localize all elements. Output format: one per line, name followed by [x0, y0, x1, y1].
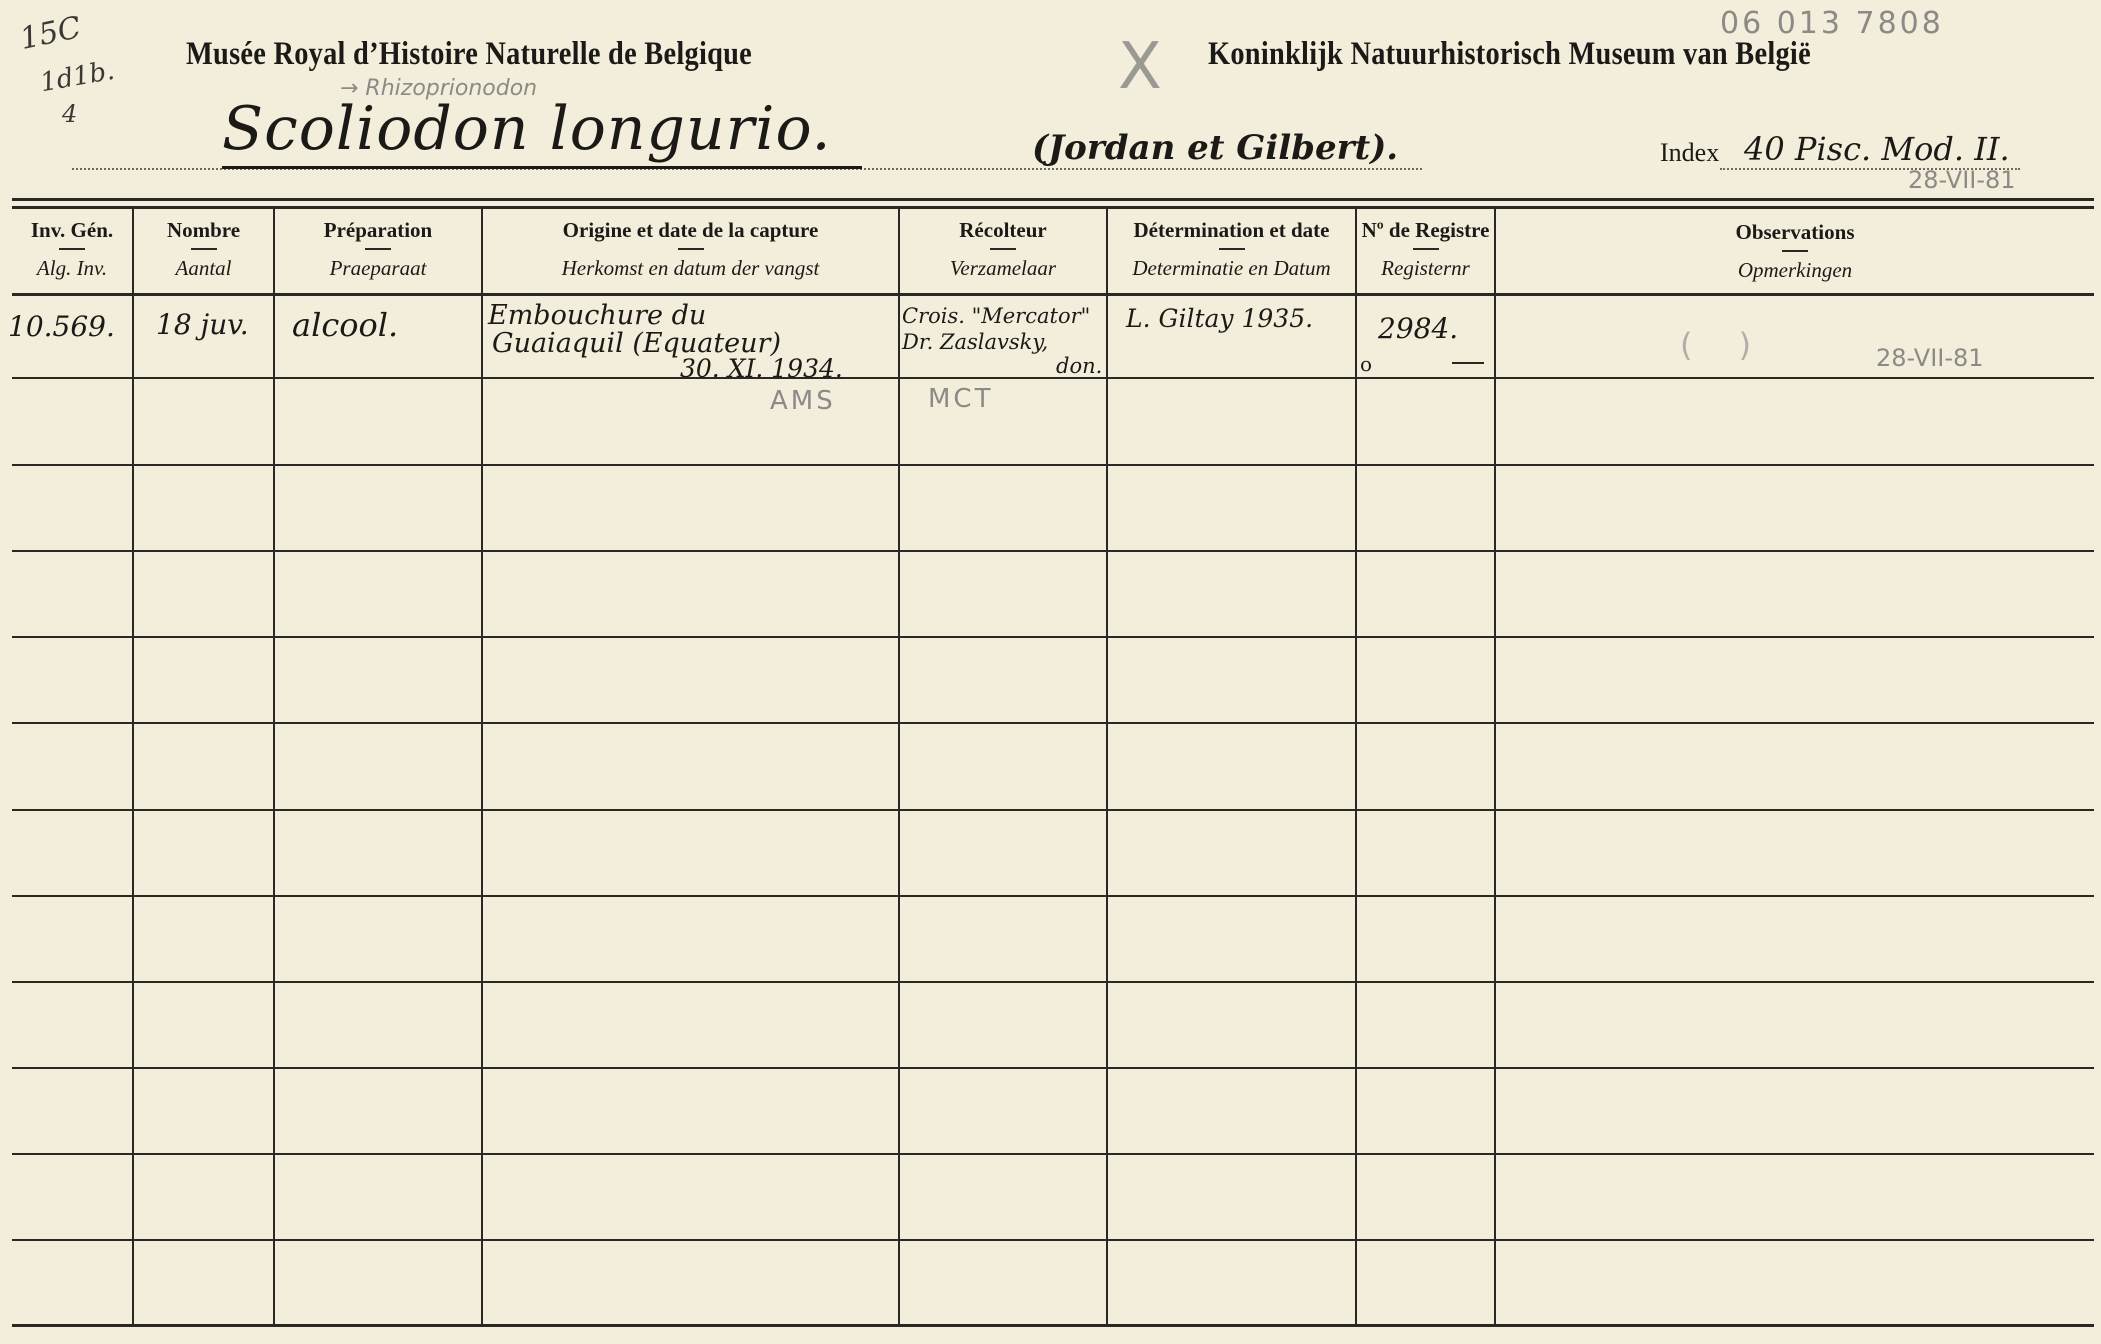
row1-recolteur-3: don. — [1056, 354, 1103, 378]
row-rule — [12, 464, 2094, 466]
row-rule — [12, 636, 2094, 638]
row1-recolteur-2: Dr. Zaslavsky, — [902, 330, 1049, 354]
row1-determination: L. Giltay 1935. — [1126, 304, 1314, 333]
corner-note-1: 15C — [17, 10, 85, 57]
row1-preparation: alcool. — [292, 306, 399, 344]
species-author: (Jordan et Gilbert). — [1032, 128, 1399, 168]
cross-mark: X — [1118, 30, 1162, 104]
row-rule — [12, 981, 2094, 983]
column-divider — [481, 207, 483, 1325]
column-header-recolteur: Récolteur Verzamelaar — [949, 218, 1057, 280]
corner-note-2: 1d1b. — [37, 55, 117, 99]
index-date: 28-VII-81 — [1908, 166, 2016, 194]
column-header-nombre: Nombre Aantal — [166, 218, 241, 280]
row-rule — [12, 895, 2094, 897]
species-underline — [222, 166, 862, 169]
column-divider — [1355, 207, 1357, 1325]
column-header-determination: Détermination et date Determinatie en Datum — [1132, 218, 1331, 280]
column-header-preparation: Préparation Praeparaat — [323, 218, 433, 280]
column-divider — [132, 207, 134, 1325]
index-value: 40 Pisc. Mod. II. — [1744, 130, 2010, 168]
row1-origine-2: Guaiaquil (Equateur) — [492, 328, 781, 359]
header-bottom-rule — [12, 293, 2094, 296]
new-name-note: → Rhizoprionodon — [340, 76, 538, 101]
table-top-rule — [12, 198, 2094, 201]
row1-observations-mark: ( ) — [1680, 326, 1770, 364]
corner-note-3: 4 — [62, 100, 78, 128]
column-header-origine: Origine et date de la capture Herkomst en datum der vangst — [561, 218, 820, 280]
header-french: Musée Royal d’Histoire Naturelle de Belgique — [186, 36, 753, 72]
row-rule — [12, 1067, 2094, 1069]
column-divider — [1106, 207, 1108, 1325]
row-rule — [12, 377, 2094, 379]
row-rule — [12, 809, 2094, 811]
column-divider — [1494, 207, 1496, 1325]
row1-origine-3: 30. XI. 1934. — [680, 354, 843, 383]
header-dutch: Koninklijk Natuurhistorisch Museum van België — [1208, 36, 1811, 72]
row-rule — [12, 722, 2094, 724]
row-rule — [12, 1239, 2094, 1241]
species-name: Scoliodon longurio. — [222, 94, 832, 164]
table-top-rule-2 — [12, 206, 2094, 209]
row-rule — [12, 550, 2094, 552]
pencil-note-recolteur: MCT — [928, 384, 994, 414]
row1-registre-dash — [1452, 362, 1484, 364]
row1-origine-1: Embouchure du — [488, 300, 707, 331]
row1-inv: 10.569. — [8, 310, 115, 343]
column-divider — [273, 207, 275, 1325]
table-bottom-rule — [12, 1324, 2094, 1327]
column-header-inv: Inv. Gén. Alg. Inv. — [30, 218, 114, 280]
column-header-registre: Nº de Registre Registernr — [1361, 218, 1490, 280]
column-header-observations: Observations Opmerkingen — [1735, 220, 1855, 282]
pencil-note-origine: AMS — [770, 386, 836, 416]
row1-registre: 2984. — [1378, 312, 1459, 345]
row1-observations-date: 28-VII-81 — [1876, 344, 1984, 372]
index-label: Index — [1660, 138, 1720, 167]
row-rule — [12, 1153, 2094, 1155]
row1-registre-mark: o — [1360, 352, 1373, 376]
row1-nombre: 18 juv. — [156, 308, 249, 341]
row1-recolteur-1: Crois. "Mercator" — [902, 304, 1091, 328]
column-divider — [898, 207, 900, 1325]
inventory-stamp: 06 013 7808 — [1720, 6, 1944, 41]
